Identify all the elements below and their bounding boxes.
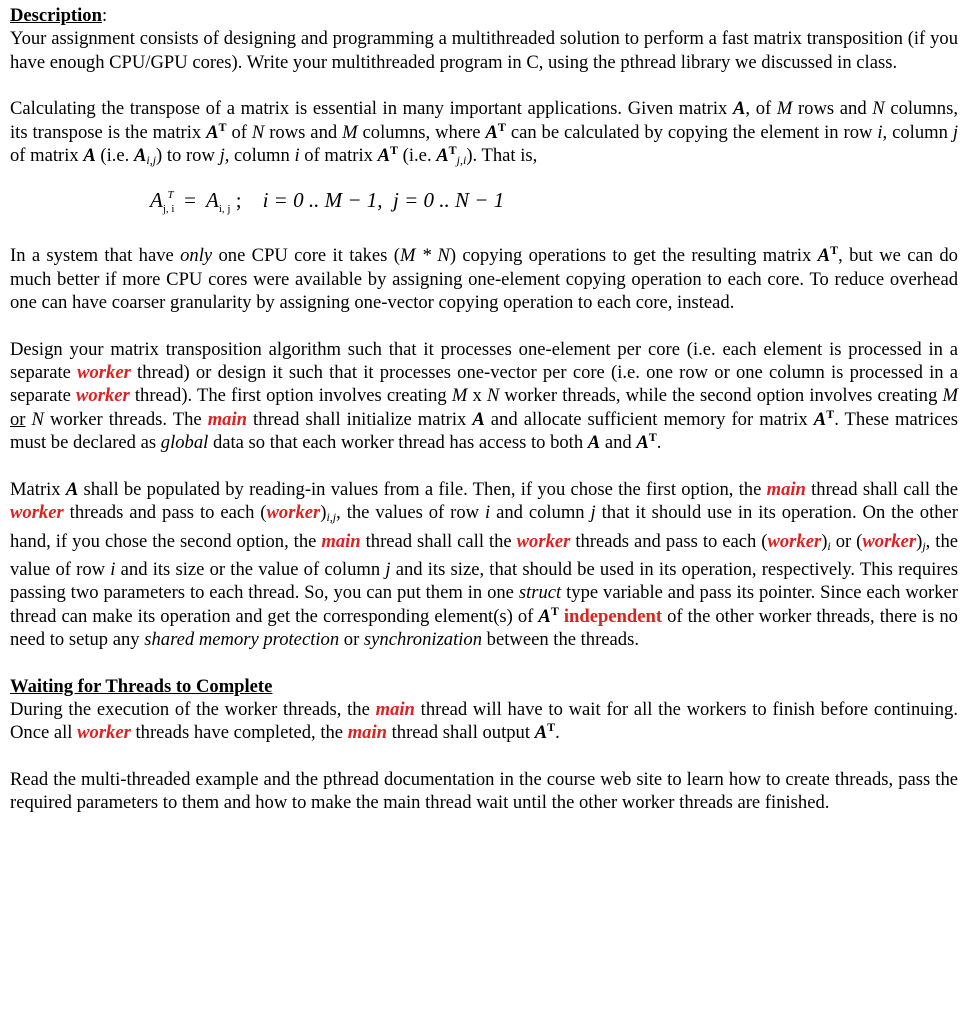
description-paragraph-5: Matrix A shall be populated by reading-in values from a file. Then, if you chose the first option, the main thread shall call the worker threads and pass to each $(worker)_{i,j}$, the values of row i and column j that it should use in its operation. On the other hand, if you chose the second option, the main thread shall call the worker threads and pass to each $(worker)_i$ or $(worker)_j$, the value of row i and its size or the value of column j and its size, that should be used in its operation, respectively. This requires passing two parameters to each thread. So, you can put them in one struct type variable and pass its pointer. Since each worker thread can make its operation and get the corresponding element(s) of $A^T$ independent of the other worker threads, there is no need to setup any shared memory protection or synchronization between the threads.: [10, 478, 958, 651]
description-paragraph-4: Design your matrix transposition algorithm such that it processes one-element per core (i.e. each element is processed in a separate worker thread) or design it such that it processes one-vector per core (i.e. one row or one column is processed in a separate worker thread). The first option involves creating M x N worker threads, while the second option involves creating M or N worker threads. The main thread shall initialize matrix A and allocate sufficient memory for matrix $A^T$. These matrices must be declared as global data so that each worker thread has access to both A and $A^T$.: [10, 338, 958, 454]
transpose-formula: $A_{j, i}^T = A_{i, j}$ ; i = 0 .. M − 1, j = 0 .. N − 1: [150, 188, 505, 216]
waiting-heading: Waiting for Threads to Complete: [10, 675, 273, 697]
waiting-paragraph-1: During the execution of the worker threads, the main thread will have to wait for all the workers to finish before continuing. Once all worker threads have completed, the main thread shall output $A^T$.: [10, 698, 959, 744]
description-heading-line: Description:: [10, 5, 108, 26]
waiting-heading-line: [10, 675, 958, 698]
description-paragraph-3: In a system that have only one CPU core it takes (M * N) copying operations to get the resulting matrix $A^T$, but we can do much better if more CPU cores were available by assigning one-element copying operation to each core. To reduce overhead one can have coarser granularity by assigning one-vector copying operation to each core, instead.: [10, 243, 958, 314]
description-heading: Description: [10, 5, 102, 26]
waiting-paragraph-2: Read the multi-threaded example and the pthread documentation in the course web site to learn how to create threads, pass the required parameters to them and how to make the main thread wait until the other worker threads are finished.: [10, 768, 958, 814]
description-paragraph-1: Your assignment consists of designing and programming a multithreaded solution to perform a fast matrix transposition (if you have enough CPU/GPU cores). Write your multithreaded program in C, using the pthread library we discussed in class.: [10, 28, 958, 73]
description-paragraph-2: Calculating the transpose of a matrix is essential in many important applications. Given matrix A, of M rows and N columns, its transpose is the matrix $A^T$ of N rows and M columns, where $A^T$ can be calculated by copying the element in row i, column j of matrix A (i.e. $A_{i,j}$) to row j, column i of matrix $A^T$ (i.e. $A^T_{j,i}$). That is,: [10, 98, 958, 168]
